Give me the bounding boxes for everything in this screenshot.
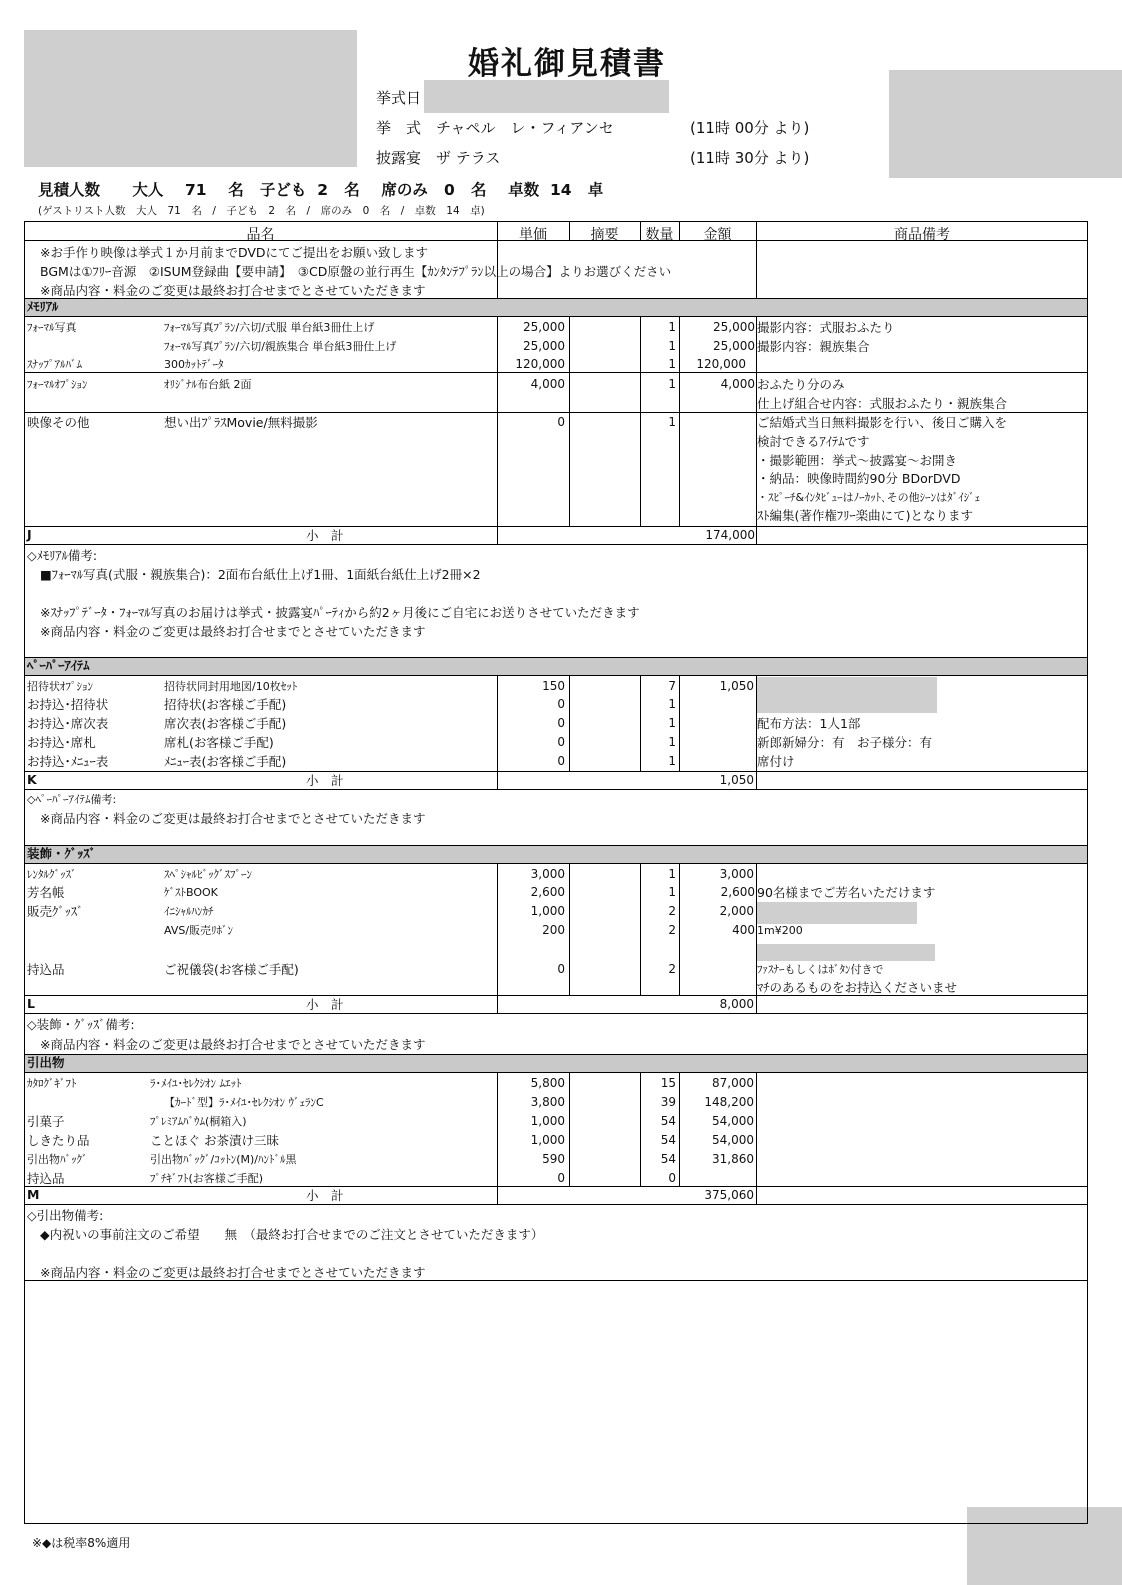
row-remark: ご結婚式当日無料撮影を行い、後日ご購入を [757, 415, 1008, 430]
table-rule [24, 412, 1088, 413]
row-price: 25,000 [523, 339, 565, 353]
row-category: ﾌｫｰﾏﾙｵﾌﾟｼｮﾝ [27, 378, 88, 391]
table-rule [24, 657, 1088, 658]
row-price: 5,800 [530, 1076, 565, 1090]
row-remark: ・撮影範囲：挙式～披露宴～お開き [757, 453, 958, 468]
redacted-remark [757, 944, 935, 961]
row-remark: 仕上げ組合せ内容：式服おふたり・親族集合 [757, 396, 1008, 411]
row-qty: 1 [668, 885, 676, 899]
row-qty: 1 [668, 320, 676, 334]
guest-list-counts: (ゲストリスト人数 大人 71 名 / 子ども 2 名 / 席のみ 0 名 / 卓数 14 卓) [38, 205, 485, 217]
row-price: 25,000 [523, 320, 565, 334]
column-header-amount: 金額 [703, 227, 732, 243]
row-amount: 25,000 [713, 339, 755, 353]
subtotal-code: K [27, 772, 37, 787]
subtotal-amount: 174,000 [705, 528, 755, 542]
row-item: 席次表(お客様ご手配) [164, 716, 287, 731]
row-remark: 1m¥200 [757, 924, 803, 937]
table-rule [24, 1054, 1088, 1055]
tax-footnote: ※◆は税率8%適用 [32, 1536, 131, 1550]
row-price: 0 [557, 697, 565, 711]
row-amount: 120,000 [696, 357, 746, 371]
subtotal-code: L [27, 996, 35, 1011]
redacted-wedding-date [424, 80, 669, 113]
row-category: 招待状ｵﾌﾟｼｮﾝ [27, 680, 93, 693]
column-header-price: 単価 [519, 227, 547, 243]
table-rule [24, 544, 1088, 545]
child-count: 2 [317, 181, 329, 199]
row-amount: 2,600 [720, 885, 755, 899]
row-qty: 1 [668, 357, 676, 371]
row-item: ﾗ･ﾒｲﾕ･ｾﾚｸｼｵﾝ ﾑｴｯﾄ [150, 1077, 242, 1090]
row-qty: 54 [660, 1114, 676, 1128]
intro-line: BGMは①ﾌﾘｰ音源 ②ISUM登録曲【要申請】 ③CD原盤の並行再生【ｶﾝﾀﾝﾃﾌﾟﾗﾝ以上の場合】よりお選びください [40, 264, 672, 279]
reception-time: (11時 30分 より) [690, 149, 810, 167]
table-rule [24, 316, 1088, 317]
row-remark: 配布方法：1人1部 [757, 716, 861, 731]
table-rule [24, 526, 1088, 527]
row-item: 想い出ﾌﾟﾗｽMovie/無料撮影 [164, 415, 318, 430]
row-amount: 4,000 [720, 377, 755, 391]
column-divider [569, 316, 570, 526]
section-note: ※商品内容・料金のご変更は最終お打合せまでとさせていただきます [40, 1265, 426, 1280]
reception-label: 披露宴 [376, 149, 422, 167]
row-remark: ﾏﾁのあるものをお持込くださいませ [757, 980, 958, 995]
row-price: 1,000 [530, 904, 565, 918]
unit-label: 卓 [587, 181, 604, 199]
row-price: 200 [542, 923, 565, 937]
wedding-date-label: 挙式日 [376, 89, 422, 107]
row-qty: 7 [668, 679, 676, 693]
section-title-paper: ﾍﾟｰﾊﾟｰｱｲﾃﾑ [27, 658, 90, 673]
row-item: ﾌｫｰﾏﾙ写真ﾌﾟﾗﾝ/六切/式服 単台紙3冊仕上げ [164, 321, 375, 334]
table-rule [24, 1013, 1088, 1014]
table-rule [24, 863, 1088, 864]
row-price: 1,000 [530, 1133, 565, 1147]
row-amount: 2,000 [719, 904, 754, 918]
row-item: ｹﾞｽﾄBOOK [164, 886, 218, 899]
row-amount: 3,000 [719, 867, 754, 881]
row-price: 2,600 [530, 885, 565, 899]
document-title: 婚礼御見積書 [468, 46, 666, 82]
seat-count: 0 [444, 181, 455, 199]
row-price: 120,000 [515, 357, 565, 371]
row-item: ﾌﾟﾁｷﾞﾌﾄ(お客様ご手配) [150, 1172, 264, 1185]
subtotal-code: J [27, 527, 32, 542]
table-rule [24, 1186, 1088, 1187]
row-remark: おふたり分のみ [757, 377, 845, 392]
guest-counts [38, 178, 603, 200]
row-category: 持込品 [27, 1171, 65, 1186]
unit-label: 名 [228, 181, 244, 199]
row-item: ｽﾍﾟｼｬﾙﾋﾞｯｸﾞｽﾌﾟｰﾝ [164, 868, 252, 881]
row-item: ご祝儀袋(お客様ご手配) [164, 962, 299, 977]
row-category: 芳名帳 [27, 885, 65, 900]
counts-label: 見積人数 [38, 181, 101, 199]
row-category: ﾚﾝﾀﾙｸﾞｯｽﾞ [27, 868, 77, 881]
row-qty: 1 [668, 735, 676, 749]
row-category: 持込品 [27, 962, 65, 977]
row-price: 0 [557, 415, 565, 429]
row-item: 300ｶｯﾄﾃﾞｰﾀ [164, 358, 224, 371]
row-qty: 1 [668, 867, 676, 881]
table-count: 14 [549, 181, 572, 199]
section-notes-label: ◇装飾・ｸﾞｯｽﾞ備考: [27, 1017, 135, 1032]
column-header-remarks: 商品備考 [894, 227, 950, 243]
section-note: ■ﾌｫｰﾏﾙ写真(式服・親族集合)：2面布台紙仕上げ1冊、1面紙台紙仕上げ2冊×2 [40, 567, 481, 582]
row-amount: 54,000 [712, 1114, 754, 1128]
section-note: ※商品内容・料金のご変更は最終お打合せまでとさせていただきます [40, 811, 426, 826]
section-notes-label: ◇ﾒﾓﾘｱﾙ備考: [27, 548, 98, 563]
column-header-qty: 数量 [645, 227, 674, 243]
row-item: ことほぐ お茶漬け三昧 [150, 1133, 279, 1148]
table-rule [24, 1204, 1088, 1205]
subtotal-label: 小 計 [306, 528, 344, 543]
column-header-name: 品名 [246, 227, 275, 243]
row-qty: 2 [668, 962, 676, 976]
row-qty: 1 [668, 377, 676, 391]
row-remark: ﾌｧｽﾅｰもしくはﾎﾞﾀﾝ付きで [757, 963, 884, 976]
row-price: 3,800 [530, 1095, 565, 1109]
row-item: 引出物ﾊﾞｯｸﾞ/ｺｯﾄﾝ(M)/ﾊﾝﾄﾞﾙ黒 [150, 1153, 297, 1166]
row-item: 席札(お客様ご手配) [164, 735, 274, 750]
row-remark: ｽﾄ編集(著作権ﾌﾘｰ楽曲にて)となります [757, 508, 974, 523]
row-remark: ・ｽﾋﾟｰﾁ&ｲﾝﾀﾋﾞｭｰはﾉｰｶｯﾄ､その他ｼｰﾝはﾀﾞｲｼﾞｪ [757, 491, 981, 504]
row-category: お持込･招待状 [27, 697, 109, 712]
section-note: ※商品内容・料金のご変更は最終お打合せまでとさせていただきます [40, 1037, 426, 1052]
row-category: ﾌｫｰﾏﾙ写真 [27, 321, 77, 334]
row-category: 引出物ﾊﾞｯｸﾞ [27, 1153, 88, 1166]
column-header-note: 摘要 [590, 227, 619, 243]
column-divider [569, 675, 570, 771]
table-rule [24, 372, 1088, 373]
table-rule [24, 995, 1088, 996]
row-category: お持込･ﾒﾆｭｰ表 [27, 754, 109, 769]
column-divider [569, 1072, 570, 1186]
row-price: 0 [557, 754, 565, 768]
row-price: 0 [557, 962, 565, 976]
ceremony-label: 挙 式 [376, 119, 422, 137]
row-price: 1,000 [530, 1114, 565, 1128]
row-category: 販売ｸﾞｯｽﾞ [27, 904, 84, 919]
row-price: 0 [557, 716, 565, 730]
row-remark: 検討できるｱｲﾃﾑです [757, 434, 870, 449]
row-qty: 1 [668, 339, 676, 353]
row-item: ﾒﾆｭｰ表(お客様ご手配) [164, 754, 287, 769]
row-category: お持込･席札 [27, 735, 96, 750]
row-amount: 400 [732, 923, 755, 937]
table-label: 卓数 [508, 181, 540, 199]
section-title-gifts: 引出物 [27, 1055, 65, 1070]
unit-label: 名 [471, 181, 487, 199]
adult-count: 71 [185, 181, 207, 199]
section-notes-label: ◇ﾍﾟｰﾊﾟｰｱｲﾃﾑ備考: [27, 793, 117, 806]
subtotal-code: M [27, 1187, 40, 1202]
table-rule [24, 298, 1088, 299]
row-category: お持込･席次表 [27, 716, 109, 731]
column-divider [756, 1072, 757, 1204]
table-rule [24, 771, 1088, 772]
ceremony-time: (11時 00分 より) [690, 119, 810, 137]
row-price: 590 [542, 1152, 565, 1166]
adult-label: 大人 [132, 181, 164, 199]
column-divider [569, 863, 570, 995]
row-item: ｵﾘｼﾞﾅﾙ布台紙 2面 [164, 378, 252, 391]
row-item: 【ｶｰﾄﾞ型】ﾗ･ﾒｲﾕ･ｾﾚｸｼｵﾝ ｳﾞｪﾗﾝC [164, 1096, 324, 1109]
row-amount: 148,200 [704, 1095, 754, 1109]
section-title-goods: 装飾・ｸﾞｯｽﾞ [27, 846, 96, 861]
table-rule [24, 789, 1088, 790]
row-qty: 0 [668, 1171, 676, 1185]
subtotal-label: 小 計 [306, 997, 344, 1012]
subtotal-amount: 1,050 [719, 773, 754, 787]
row-category: しきたり品 [27, 1133, 90, 1148]
redacted-remark [757, 677, 937, 713]
row-price: 3,000 [530, 867, 565, 881]
row-amount: 1,050 [719, 679, 754, 693]
subtotal-amount: 375,060 [704, 1188, 754, 1202]
row-category: ｶﾀﾛｸﾞｷﾞﾌﾄ [27, 1077, 77, 1090]
section-title-memorial: ﾒﾓﾘｱﾙ [27, 299, 59, 314]
seat-label: 席のみ [381, 181, 428, 199]
row-qty: 2 [668, 904, 676, 918]
redacted-remark [757, 902, 917, 924]
section-note: ◆内祝いの事前注文のご希望 無 （最終お打合せまでのご注文とさせていただきます） [40, 1227, 544, 1242]
row-category: 引菓子 [27, 1114, 65, 1129]
child-label: 子ども [259, 181, 307, 199]
row-item: ｲﾆｼｬﾙﾊﾝｶﾁ [164, 905, 214, 918]
row-qty: 54 [660, 1152, 676, 1166]
section-notes-label: ◇引出物備考: [27, 1208, 104, 1223]
row-amount: 31,860 [712, 1152, 754, 1166]
redacted-stamp-block [889, 70, 1122, 178]
redacted-logo-block [24, 30, 357, 167]
row-amount: 54,000 [712, 1133, 754, 1147]
row-item: ﾌﾟﾚﾐｱﾑﾊﾞｳﾑ(桐箱入) [150, 1115, 247, 1128]
subtotal-label: 小 計 [306, 1188, 344, 1203]
row-qty: 1 [668, 415, 676, 429]
section-note: ※ｽﾅｯﾌﾟﾃﾞｰﾀ・ﾌｫｰﾏﾙ写真のお届けは挙式・披露宴ﾊﾟｰﾃｨから約2ヶ月後にご自宅にお送りさせていただきます [40, 605, 640, 620]
row-remark: 撮影内容：式服おふたり [757, 320, 895, 335]
row-qty: 1 [668, 754, 676, 768]
row-remark: 席付け [757, 754, 795, 769]
row-remark: ・納品：映像時間約90分 BDorDVD [757, 471, 961, 486]
row-remark: 新郎新婦分：有 お子様分：有 [757, 735, 933, 750]
reception-venue: ザ テラス [436, 149, 501, 167]
row-item: AVS/販売ﾘﾎﾞﾝ [164, 924, 234, 937]
section-note: ※商品内容・料金のご変更は最終お打合せまでとさせていただきます [40, 624, 426, 639]
subtotal-amount: 8,000 [719, 997, 754, 1011]
ceremony-venue: チャペル レ・フィアンセ [436, 119, 614, 137]
subtotal-label: 小 計 [306, 773, 344, 788]
row-item: 招待状(お客様ご手配) [164, 697, 287, 712]
table-rule [24, 675, 1088, 676]
row-category: 映像その他 [27, 415, 90, 430]
table-rule [24, 1072, 1088, 1073]
row-price: 0 [557, 1171, 565, 1185]
row-qty: 15 [660, 1076, 676, 1090]
row-qty: 1 [668, 716, 676, 730]
row-amount: 87,000 [712, 1076, 754, 1090]
row-remark: 撮影内容：親族集合 [757, 339, 870, 354]
row-qty: 39 [660, 1095, 676, 1109]
row-qty: 1 [668, 697, 676, 711]
row-price: 150 [542, 679, 565, 693]
row-amount: 25,000 [713, 320, 755, 334]
row-item: 招待状同封用地図/10枚ｾｯﾄ [164, 680, 298, 693]
row-price: 4,000 [530, 377, 565, 391]
row-price: 0 [557, 735, 565, 749]
intro-line: ※商品内容・料金のご変更は最終お打合せまでとさせていただきます [40, 283, 426, 298]
table-rule [24, 845, 1088, 846]
row-qty: 2 [668, 923, 676, 937]
table-rule [24, 1280, 1088, 1281]
intro-line: ※お手作り映像は挙式１か月前までDVDにてご提出をお願い致します [40, 245, 429, 260]
row-qty: 54 [660, 1133, 676, 1147]
row-remark: 90名様までご芳名いただけます [757, 885, 936, 900]
row-category: ｽﾅｯﾌﾟｱﾙﾊﾞﾑ [27, 358, 82, 371]
unit-label: 名 [344, 181, 360, 199]
row-item: ﾌｫｰﾏﾙ写真ﾌﾟﾗﾝ/六切/親族集合 単台紙3冊仕上げ [164, 340, 397, 353]
